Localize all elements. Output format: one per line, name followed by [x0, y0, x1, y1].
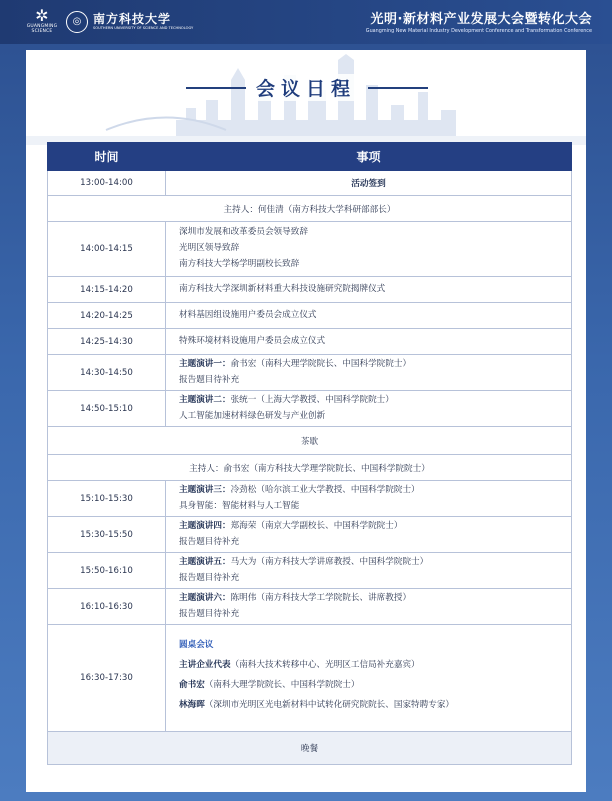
item-line	[48, 742, 571, 754]
item-text: 郑海荣（南京大学副校长、中国科学院院士）	[230, 520, 403, 531]
page-title: 会议日程	[250, 74, 362, 101]
table-row	[48, 553, 572, 589]
item-line	[179, 678, 571, 694]
item-line	[48, 462, 571, 474]
item-cell	[166, 222, 572, 277]
item-cell	[166, 625, 572, 732]
university-logo	[66, 10, 193, 34]
speaker-label: 主题演讲三：	[179, 484, 231, 495]
item-text: 冷劲松（哈尔滨工业大学教授、中国科学院院士）	[230, 484, 420, 495]
schedule-page	[26, 50, 586, 792]
span-cell	[48, 732, 572, 765]
conference-title: 光明·新材料产业发展大会暨转化大会	[370, 12, 592, 27]
item-line	[179, 698, 571, 714]
time-cell: 14:25-14:30	[48, 329, 166, 355]
conference-title-en: Guangming New Material Industry Development Conference and Transformation Conference	[365, 28, 592, 34]
speaker-label: 林海晖	[179, 699, 205, 710]
table-row	[48, 329, 572, 355]
university-seal-icon: ◎	[66, 11, 88, 33]
item-text: 深圳市发展和改革委员会领导致辞	[179, 227, 308, 238]
item-line	[179, 241, 571, 257]
table-row	[48, 196, 572, 222]
span-cell	[48, 196, 572, 222]
item-line	[179, 334, 571, 350]
guangming-logo-icon: ✲	[35, 6, 49, 25]
item-text: 具身智能：智能材料与人工智能	[179, 500, 300, 511]
item-line	[179, 499, 571, 515]
item-text: （南科大理学院院长、中国科学院院士）	[204, 680, 360, 690]
speaker-label: 主题演讲六：	[179, 592, 231, 603]
item-text: （南科大技术转移中心、光明区工信局补充嘉宾）	[230, 660, 420, 671]
item-text: 张统一（上海大学教授、中国科学院院士）	[230, 394, 394, 405]
speaker-label: 主讲企业代表	[179, 660, 231, 671]
item-text: 报告题目待补充	[179, 374, 240, 385]
time-cell: 15:30-15:50	[48, 517, 166, 553]
schedule-body	[48, 171, 572, 765]
speaker-label: 俞书宏	[179, 680, 205, 690]
page-heading	[26, 74, 586, 101]
time-cell: 16:30-17:30	[48, 625, 166, 732]
item-cell	[166, 553, 572, 589]
item-line	[48, 435, 571, 447]
item-cell	[166, 277, 572, 303]
university-name-en: SOUTHERN UNIVERSITY OF SCIENCE AND TECHNOLOGY	[93, 26, 194, 30]
item-text: 报告题目待补充	[179, 536, 240, 547]
time-cell: 15:10-15:30	[48, 481, 166, 517]
time-cell: 15:50-16:10	[48, 553, 166, 589]
item-text: 人工智能加速材料绿色研发与产业创新	[179, 410, 326, 421]
column-header-item: 事项	[166, 143, 572, 171]
item-line	[179, 409, 571, 425]
table-row	[48, 517, 572, 553]
item-text: 茶歇	[300, 436, 319, 447]
item-text: 晚餐	[300, 744, 319, 754]
item-text: 报告题目待补充	[179, 572, 240, 583]
item-line	[166, 177, 571, 189]
time-cell: 14:30-14:50	[48, 355, 166, 391]
item-cell	[166, 517, 572, 553]
item-cell	[166, 481, 572, 517]
item-cell	[166, 303, 572, 329]
item-cell	[166, 171, 572, 196]
item-line	[48, 203, 571, 215]
item-cell	[166, 391, 572, 427]
item-text: 特殊环境材料设施用户委员会成立仪式	[179, 335, 326, 346]
column-header-time: 时间	[48, 143, 166, 171]
time-cell: 14:20-14:25	[48, 303, 166, 329]
speaker-label: 主题演讲一：	[179, 358, 231, 369]
span-cell	[48, 455, 572, 481]
item-text: 活动签到	[351, 179, 386, 189]
time-cell: 13:00-14:00	[48, 171, 166, 196]
item-cell	[166, 589, 572, 625]
roundtable-label: 圆桌会议	[179, 640, 214, 651]
item-line	[179, 225, 571, 241]
item-text: 主持人：俞书宏（南方科技大学理学院院长、中国科学院院士）	[189, 463, 430, 474]
table-header	[48, 143, 572, 171]
item-line	[179, 357, 571, 373]
item-text: 材料基因组设施用户委员会成立仪式	[179, 309, 317, 320]
table-row	[48, 427, 572, 455]
item-line	[179, 393, 571, 409]
span-cell	[48, 427, 572, 455]
item-text: （深圳市光明区光电新材料中试转化研究院院长、国家特聘专家）	[204, 699, 455, 710]
university-name: 南方科技大学	[93, 12, 172, 26]
guangming-logo	[26, 8, 58, 34]
table-row	[48, 303, 572, 329]
speaker-label: 主题演讲五：	[179, 556, 231, 567]
item-line	[179, 373, 571, 389]
speaker-label: 主题演讲二：	[179, 394, 231, 405]
speaker-label: 主题演讲四：	[179, 520, 231, 531]
item-text: 俞书宏（南科大理学院院长、中国科学院院士）	[230, 358, 412, 369]
table-row	[48, 355, 572, 391]
item-text: 报告题目待补充	[179, 608, 240, 619]
item-line	[179, 607, 571, 623]
time-cell: 14:00-14:15	[48, 222, 166, 277]
table-row	[48, 455, 572, 481]
time-cell: 14:15-14:20	[48, 277, 166, 303]
header-bar	[0, 0, 612, 44]
item-text: 光明区领导致辞	[179, 243, 240, 254]
time-cell: 16:10-16:30	[48, 589, 166, 625]
item-line	[179, 535, 571, 551]
item-line	[179, 591, 571, 607]
time-cell: 14:50-15:10	[48, 391, 166, 427]
table-row	[48, 277, 572, 303]
item-line	[179, 483, 571, 499]
table-row	[48, 481, 572, 517]
item-cell	[166, 355, 572, 391]
item-text: 陈明伟（南方科技大学工学院院长、讲席教授）	[230, 592, 412, 603]
table-row	[48, 171, 572, 196]
item-line	[179, 519, 571, 535]
item-text: 南方科技大学深圳新材料重大科技设施研究院揭牌仪式	[179, 283, 386, 294]
item-text: 南方科技大学杨学明副校长致辞	[179, 258, 300, 269]
item-line	[179, 308, 571, 324]
item-line	[179, 571, 571, 587]
table-row	[48, 391, 572, 427]
item-line	[179, 555, 571, 571]
item-line	[179, 282, 571, 298]
item-line	[179, 638, 571, 654]
item-text: 主持人：何佳清（南方科技大学科研部部长）	[223, 204, 396, 215]
item-cell	[166, 329, 572, 355]
item-text: 马大为（南方科技大学讲席教授、中国科学院院士）	[230, 556, 429, 567]
guangming-logo-text: GUANGMING SCIENCE	[26, 24, 58, 34]
table-row	[48, 222, 572, 277]
table-row	[48, 625, 572, 732]
schedule-table	[47, 142, 572, 765]
item-line	[179, 257, 571, 273]
table-row	[48, 732, 572, 765]
table-row	[48, 589, 572, 625]
item-line	[179, 658, 571, 674]
